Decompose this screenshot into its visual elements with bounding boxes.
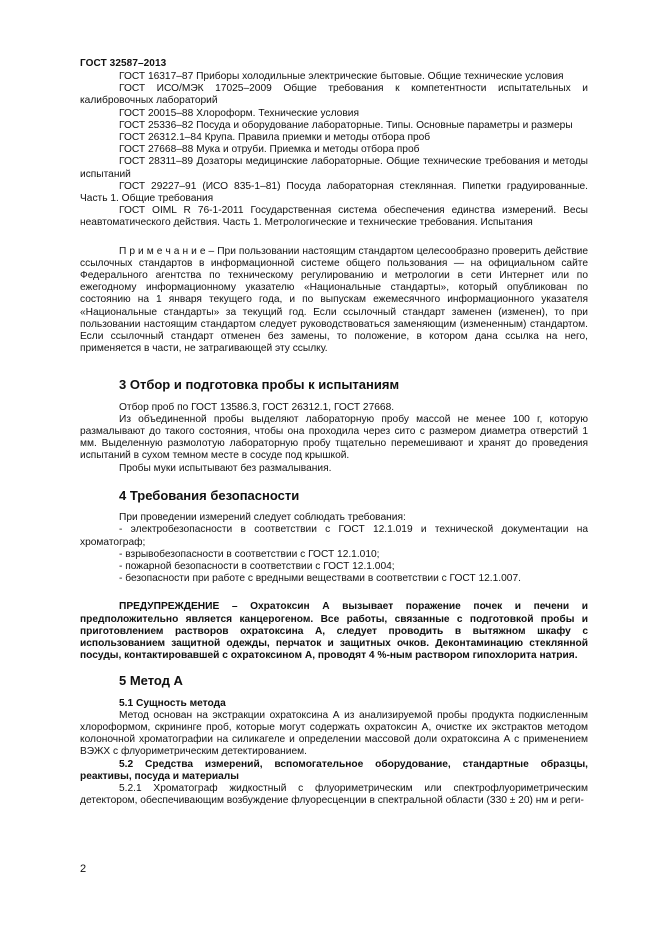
note-paragraph (80, 246, 588, 356)
warning-paragraph: ПРЕДУПРЕЖДЕНИЕ – Охратоксин А вызывает поражение почек и печени и предположительно является канцерогеном. Все работы, связанные с подготовкой пробы и приготовлением растворов охратоксина А, следует проводить в вытяжном шкафу с использованием защитной одежды, перчаток и защитных очков. Деконтаминацию стеклянной посуды, контактировавшей с охратоксином А, проводят 4 %-ным раствором гипохлорита натрия. (80, 601, 588, 662)
subsection-5-2-1-text: 5.2.1 Хроматограф жидкостный с флуориметрическим или спектрофлуориметрическим детектором, обеспечивающим возбуждение флуоресценции в спектральной области (330 ± 20) нм и реги- (80, 782, 588, 807)
section-4-intro: При проведении измерений следует соблюдать требования: (119, 512, 406, 524)
subsection-5-1-text: Метод основан на экстракции охратоксина А из анализируемой пробы продукта подкисленным хлороформом, скрининге проб, которые могут содержать охратоксин А, очистке их экстрактов методом колоночной хроматографии на силикагеле и определении массовой доли охратоксина А с применением ВЭЖХ с флуориметрическим детектированием. (80, 709, 588, 758)
section-5-title: 5 Метод А (119, 673, 183, 689)
section-3-paragraph: Из объединенной пробы выделяют лабораторную пробу массой не менее 100 г, которую размалывают до такого состояния, чтобы она проходила через сито с размером диаметра отверстий 1 мм. Выделенную размолотую лабораторную пробу тщательно перемешивают и хранят до проведения испытаний в сухом темном месте в сосуде под крышкой. (80, 413, 588, 462)
section-4-title: 4 Требования безопасности (119, 487, 300, 503)
section-3-paragraph: Пробы муки испытывают без размалывания. (119, 462, 332, 474)
requirement-item: - безопасности при работе с вредными веществами в соответствии с ГОСТ 12.1.007. (119, 573, 521, 585)
ref-item: ГОСТ 28311–89 Дозаторы медицинские лабораторные. Общие технические требования и методы испытаний (80, 156, 588, 180)
subsection-5-1-title: 5.1 Сущность метода (119, 697, 226, 709)
section-3-title: 3 Отбор и подготовка пробы к испытаниям (119, 377, 400, 393)
ref-item: ГОСТ ИСО/МЭК 17025–2009 Общие требования к компетентности испытательных и калибровочных лабораторий (80, 83, 588, 107)
note-text: – При пользовании настоящим стандартом целесообразно проверить действие ссылочных стандартов в информационной системе общего пользования — на официальном сайте Федерального агентства по техническому регулированию и метрологии в сети Интернет или по ежегодному информационному указателю «Национальные стандарты», который опубликован по состоянию на 1 января текущего года, и по выпускам ежемесячного информационного указателя «Национальные стандарты» за текущий год. Если ссылочный стандарт заменен (изменен), то при пользовании настоящим стандартом следует руководствоваться заменяющим (измененным) стандартом. Если ссылочный стандарт отменен без замены, то положение, в котором дана ссылка на него, применяется в части, не затрагивающей эту ссылку. (80, 245, 589, 355)
section-3-paragraph: Отбор проб по ГОСТ 13586.3, ГОСТ 26312.1, ГОСТ 27668. (119, 401, 395, 413)
page-body (80, 71, 588, 807)
ref-item: ГОСТ 26312.1–84 Крупа. Правила приемки и методы отбора проб (119, 132, 431, 144)
ref-item: ГОСТ 29227–91 (ИСО 835-1–81) Посуда лабораторная стеклянная. Пипетки градуированные. Часть 1. Общие требования (80, 180, 588, 205)
standard-header: ГОСТ 32587–2013 (80, 58, 167, 69)
requirement-item: - пожарной безопасности в соответствии с ГОСТ 12.1.004; (119, 560, 395, 572)
note-label: П р и м е ч а н и е (119, 245, 206, 257)
ref-item: ГОСТ OIML R 76-1-2011 Государственная система обеспечения единства измерений. Весы неавтоматического действия. Часть 1. Метрологические и технические требования. Испытания (80, 205, 588, 229)
requirement-item: - электробезопасности в соответствии с ГОСТ 12.1.019 и технической документации на хроматограф; (80, 524, 588, 548)
requirement-item: - взрывобезопасности в соответствии с ГОСТ 12.1.010; (119, 548, 380, 560)
ref-item: ГОСТ 20015–88 Хлороформ. Технические условия (119, 107, 359, 119)
ref-item: ГОСТ 25336–82 Посуда и оборудование лабораторные. Типы. Основные параметры и размеры (119, 119, 573, 131)
ref-item: ГОСТ 16317–87 Приборы холодильные электрические бытовые. Общие технические условия (119, 71, 564, 82)
page-number: 2 (80, 863, 87, 875)
subsection-5-2-title: 5.2 Средства измерений, вспомогательное оборудование, стандартные образцы, реактивы, посуда и материалы (80, 758, 588, 782)
ref-item: ГОСТ 27668–88 Мука и отруби. Приемка и методы отбора проб (119, 144, 420, 156)
